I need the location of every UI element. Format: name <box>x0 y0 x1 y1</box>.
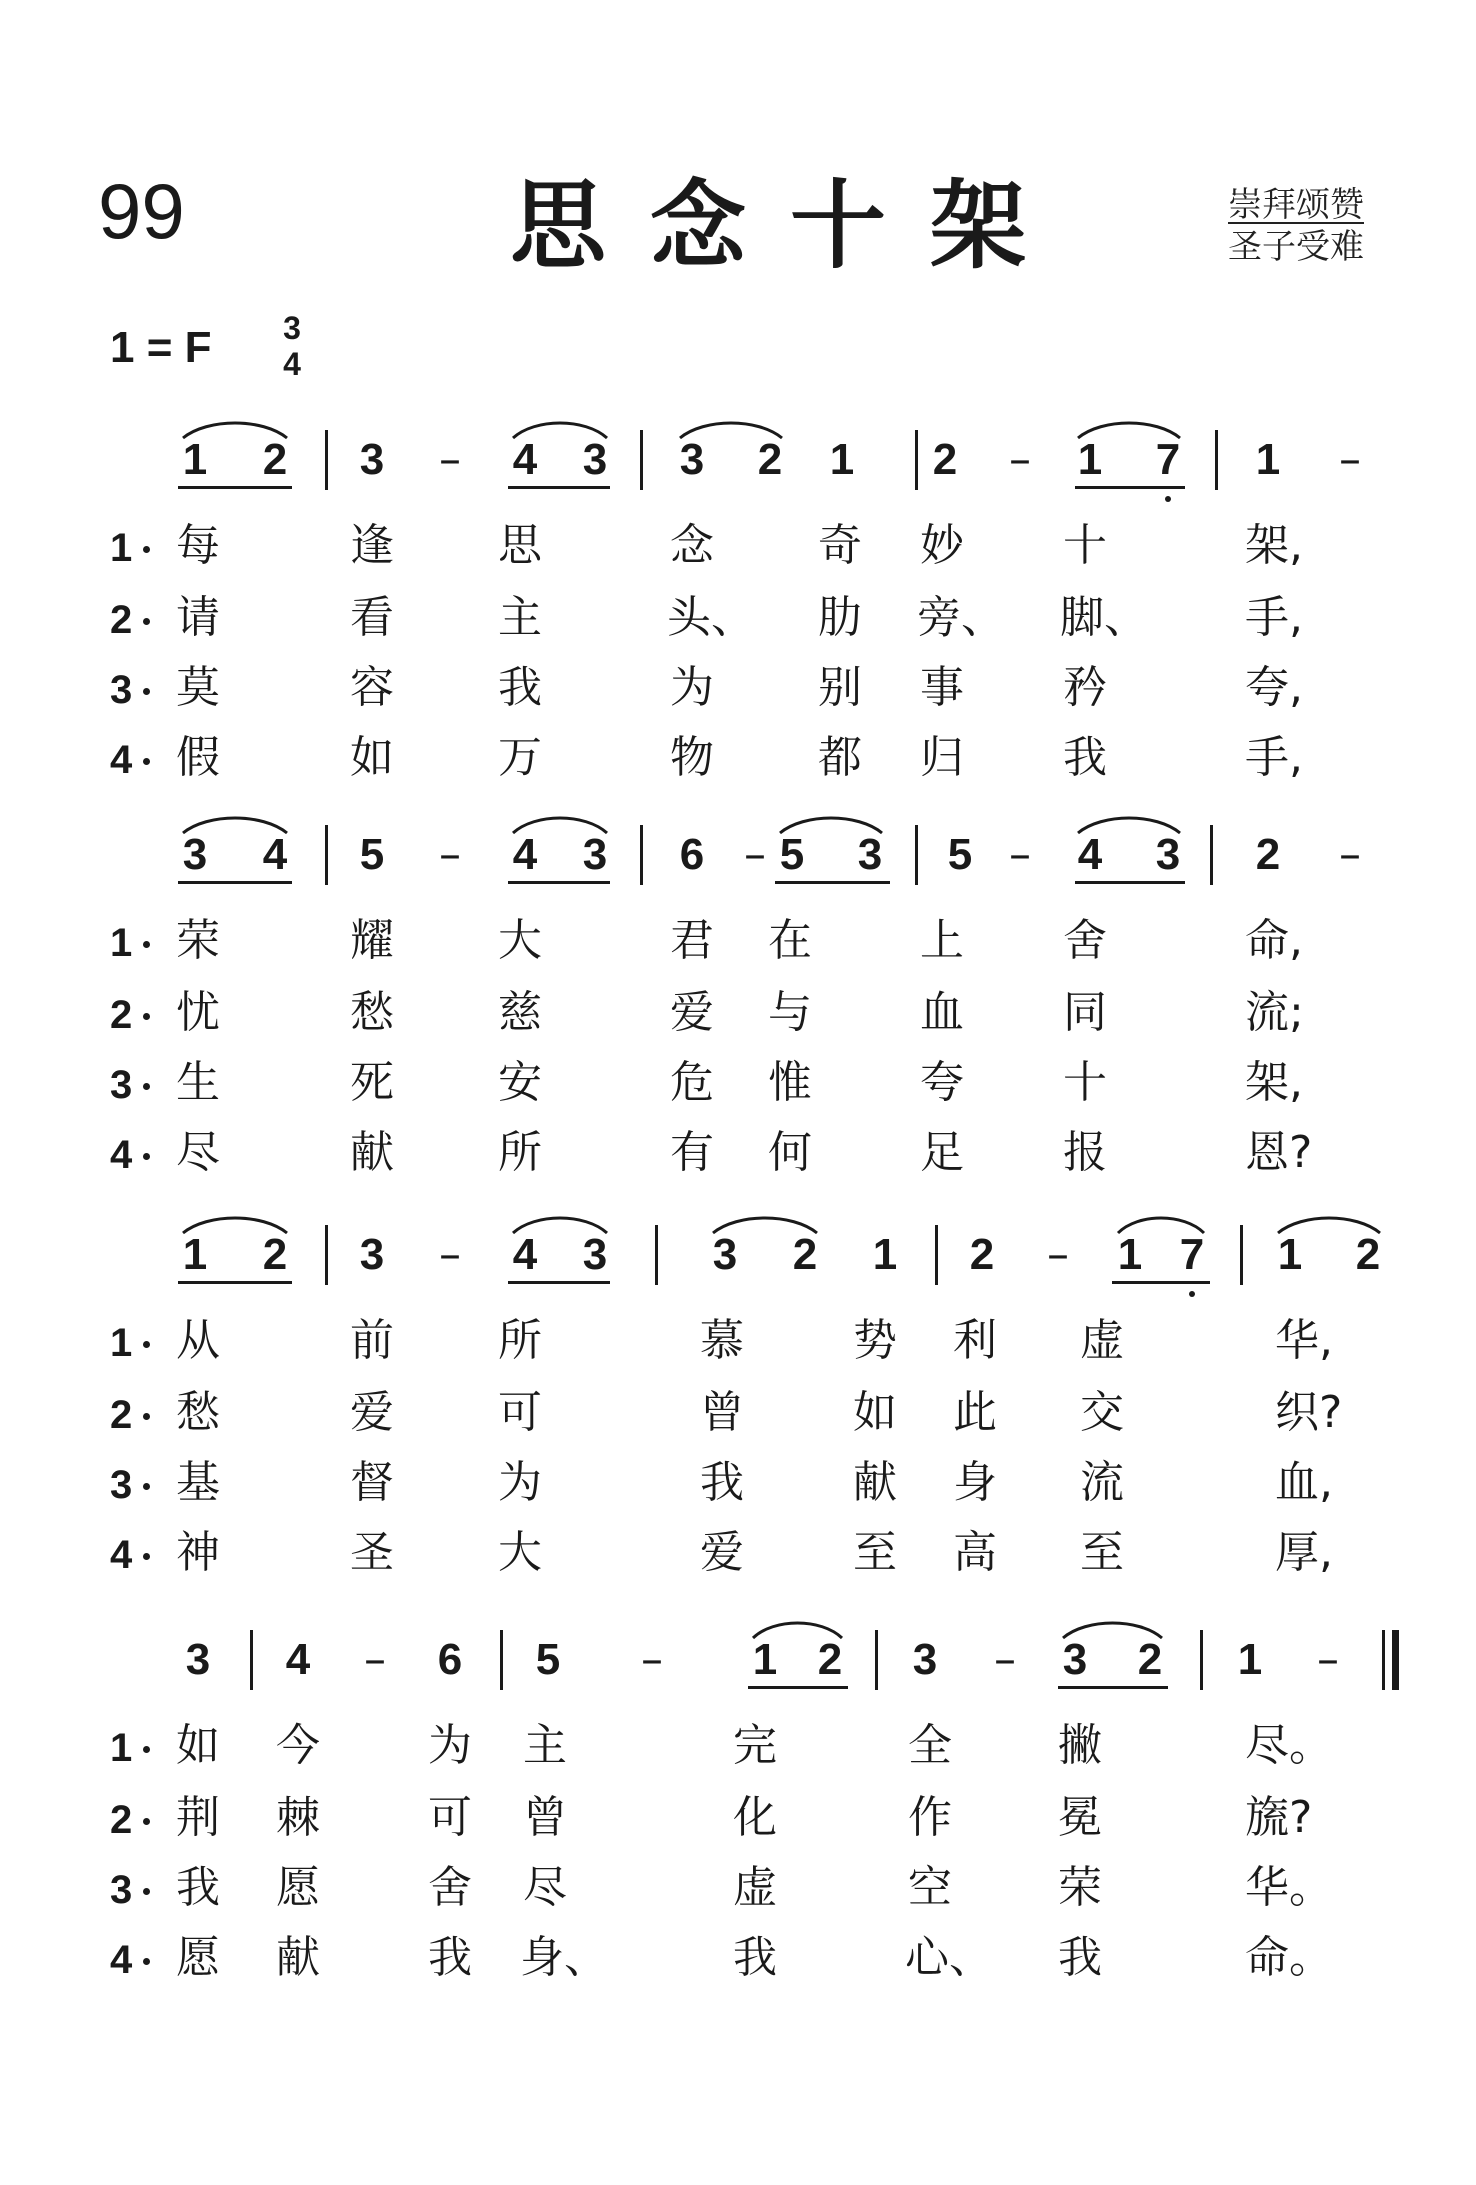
verse-number-dot <box>143 1013 150 1020</box>
barline <box>250 1630 253 1690</box>
note: 2 <box>262 435 288 484</box>
lyric-char: 主 <box>523 1720 567 1771</box>
beat-underline <box>775 881 890 884</box>
lyric-char: 有 <box>670 1127 714 1178</box>
verse-number-dot <box>143 546 150 553</box>
verse-number: 1 <box>110 526 133 570</box>
lyric-char: 化 <box>733 1792 777 1843</box>
lyric-char: 慈 <box>498 987 542 1038</box>
barline <box>500 1630 503 1690</box>
lyric-char: 生 <box>176 1057 220 1108</box>
hymn-category: 崇拜颂赞 <box>1228 185 1364 225</box>
barline <box>1215 430 1218 490</box>
lyric-char: 手, <box>1245 592 1303 643</box>
lyric-char: 头、 <box>667 592 755 643</box>
note: 1 <box>182 1230 208 1279</box>
sustain-dash: – <box>1339 829 1361 880</box>
note: 3 <box>582 435 608 484</box>
lyric-char: 高 <box>953 1527 997 1578</box>
note: 2 <box>932 435 958 484</box>
lyric-char: 夸, <box>1245 662 1303 713</box>
barline <box>1200 1630 1203 1690</box>
lyric-char: 流; <box>1245 987 1304 1038</box>
verse-number: 3 <box>110 668 133 712</box>
verse-number: 1 <box>110 921 133 965</box>
note: 1 <box>1237 1635 1263 1684</box>
lyric-char: 十 <box>1063 1057 1107 1108</box>
lyric-char: 愁 <box>176 1387 220 1438</box>
slur <box>750 1616 845 1640</box>
lyric-char: 作 <box>908 1792 952 1843</box>
barline <box>935 1225 938 1285</box>
note: 2 <box>969 1230 995 1279</box>
note: 4 <box>512 1230 538 1279</box>
barline <box>325 1225 328 1285</box>
lyric-char: 大 <box>498 1527 542 1578</box>
lyric-char: 献 <box>350 1127 394 1178</box>
lyric-char: 为 <box>498 1457 542 1508</box>
lyric-char: 莫 <box>176 662 220 713</box>
lyric-char: 神 <box>176 1527 220 1578</box>
lyric-char: 看 <box>350 592 394 643</box>
hymn-number: 99 <box>98 167 185 255</box>
lyric-char: 物 <box>670 732 714 783</box>
lyric-char: 惟 <box>768 1057 812 1108</box>
lyric-char: 华。 <box>1245 1862 1333 1913</box>
note: 4 <box>262 830 288 879</box>
slur <box>510 1211 610 1235</box>
beat-underline <box>178 486 292 489</box>
lyric-char: 与 <box>768 987 812 1038</box>
beat-underline <box>748 1686 848 1689</box>
note: 4 <box>1077 830 1103 879</box>
verse-number-dot <box>143 1153 150 1160</box>
lyric-char: 尽。 <box>1245 1720 1333 1771</box>
lyric-char: 完 <box>733 1720 777 1771</box>
lyric-char: 全 <box>908 1720 952 1771</box>
note: 3 <box>582 830 608 879</box>
lyric-char: 请 <box>176 592 220 643</box>
verse-number: 4 <box>110 1533 133 1577</box>
note: 6 <box>437 1635 463 1684</box>
lyric-char: 大 <box>498 915 542 966</box>
lyric-char: 脚、 <box>1060 592 1148 643</box>
sustain-dash: – <box>1047 1229 1069 1280</box>
lyric-char: 交 <box>1080 1387 1124 1438</box>
verse-number-dot <box>143 941 150 948</box>
lyric-char: 舍 <box>428 1862 472 1913</box>
beat-underline <box>508 881 610 884</box>
note: 3 <box>359 1230 385 1279</box>
beat-underline <box>1075 881 1185 884</box>
lyric-char: 君 <box>670 915 714 966</box>
barline <box>875 1630 878 1690</box>
slur <box>180 416 290 440</box>
note: 5 <box>535 1635 561 1684</box>
lyric-char: 身 <box>953 1457 997 1508</box>
lyric-char: 从 <box>176 1315 220 1366</box>
lyric-char: 曾 <box>700 1387 744 1438</box>
lyric-char: 厚, <box>1275 1527 1333 1578</box>
lyric-char: 安 <box>498 1057 542 1108</box>
barline <box>640 430 643 490</box>
time-signature <box>276 310 308 382</box>
lyric-char: 我 <box>428 1932 472 1983</box>
lyric-char: 夸 <box>920 1057 964 1108</box>
lyric-char: 爱 <box>350 1387 394 1438</box>
note: 4 <box>512 830 538 879</box>
slur <box>1275 1211 1383 1235</box>
lyric-char: 此 <box>953 1387 997 1438</box>
note: 3 <box>359 435 385 484</box>
lyric-char: 慕 <box>700 1315 744 1366</box>
lyric-char: 愁 <box>350 987 394 1038</box>
beat-underline <box>1058 1686 1168 1689</box>
lyric-char: 虚 <box>1080 1315 1124 1366</box>
lyric-char: 为 <box>428 1720 472 1771</box>
sustain-dash: – <box>364 1634 386 1685</box>
lyric-char: 旒? <box>1245 1792 1313 1843</box>
barline <box>640 825 643 885</box>
lyric-char: 容 <box>350 662 394 713</box>
lyric-char: 我 <box>176 1862 220 1913</box>
lyric-char: 如 <box>350 732 394 783</box>
lyric-char: 万 <box>498 732 542 783</box>
lyric-char: 危 <box>670 1057 714 1108</box>
lyric-char: 命。 <box>1245 1932 1333 1983</box>
lyric-char: 血 <box>920 987 964 1038</box>
lyric-char: 献 <box>853 1457 897 1508</box>
lyric-char: 爱 <box>670 987 714 1038</box>
barline <box>915 825 918 885</box>
lyric-char: 流 <box>1080 1457 1124 1508</box>
lyric-char: 思 <box>498 520 542 571</box>
barline <box>325 825 328 885</box>
lyric-char: 命, <box>1245 915 1303 966</box>
beat-underline <box>1075 486 1185 489</box>
lyric-char: 前 <box>350 1315 394 1366</box>
beat-underline <box>508 1281 610 1284</box>
verse-number: 2 <box>110 1393 133 1437</box>
verse-number-dot <box>143 618 150 625</box>
note: 3 <box>1062 1635 1088 1684</box>
verse-number: 2 <box>110 1798 133 1842</box>
lyric-char: 架, <box>1245 1057 1303 1108</box>
lyric-char: 至 <box>853 1527 897 1578</box>
verse-number: 2 <box>110 993 133 1037</box>
verse-number-dot <box>143 1818 150 1825</box>
note: 6 <box>679 830 705 879</box>
lyric-char: 别 <box>818 662 862 713</box>
lyric-char: 足 <box>920 1127 964 1178</box>
beat-underline <box>508 486 610 489</box>
lyric-char: 圣 <box>350 1527 394 1578</box>
slur <box>510 416 610 440</box>
note: 3 <box>1155 830 1181 879</box>
lyric-char: 在 <box>768 915 812 966</box>
lyric-char: 忧 <box>176 987 220 1038</box>
note: 1 <box>1255 435 1281 484</box>
note: 2 <box>792 1230 818 1279</box>
verse-number-dot <box>143 1083 150 1090</box>
lyric-char: 我 <box>733 1932 777 1983</box>
verse-number: 1 <box>110 1726 133 1770</box>
lyric-char: 事 <box>920 662 964 713</box>
lyric-char: 耀 <box>350 915 394 966</box>
note: 3 <box>712 1230 738 1279</box>
lyric-char: 所 <box>498 1315 542 1366</box>
barline <box>325 430 328 490</box>
sustain-dash: – <box>439 434 461 485</box>
lyric-char: 荆 <box>176 1792 220 1843</box>
verse-number-dot <box>143 758 150 765</box>
verse-number: 3 <box>110 1463 133 1507</box>
lower-octave-dot <box>1189 1291 1195 1297</box>
final-barline-thin <box>1382 1630 1385 1690</box>
barline <box>1240 1225 1243 1285</box>
lyric-char: 死 <box>350 1057 394 1108</box>
note: 2 <box>1137 1635 1163 1684</box>
slur <box>180 1211 290 1235</box>
lyric-char: 尽 <box>176 1127 220 1178</box>
slur <box>710 1211 820 1235</box>
note: 1 <box>1077 435 1103 484</box>
note: 2 <box>262 1230 288 1279</box>
lyric-char: 逢 <box>350 520 394 571</box>
note: 5 <box>779 830 805 879</box>
lyric-char: 都 <box>818 732 862 783</box>
note: 2 <box>757 435 783 484</box>
lyric-char: 今 <box>276 1720 320 1771</box>
lyric-char: 献 <box>276 1932 320 1983</box>
lyric-char: 架, <box>1245 520 1303 571</box>
sustain-dash: – <box>1339 434 1361 485</box>
lyric-char: 我 <box>498 662 542 713</box>
sustain-dash: – <box>744 829 766 880</box>
lyric-char: 假 <box>176 732 220 783</box>
barline <box>655 1225 658 1285</box>
lyric-char: 冕 <box>1058 1792 1102 1843</box>
lyric-char: 我 <box>1063 732 1107 783</box>
verse-number: 4 <box>110 738 133 782</box>
lyric-char: 所 <box>498 1127 542 1178</box>
sustain-dash: – <box>439 1229 461 1280</box>
note: 5 <box>359 830 385 879</box>
slur <box>1075 416 1183 440</box>
verse-number: 4 <box>110 1133 133 1177</box>
verse-number-dot <box>143 1888 150 1895</box>
lyric-char: 我 <box>1058 1932 1102 1983</box>
lyric-char: 督 <box>350 1457 394 1508</box>
verse-number: 1 <box>110 1321 133 1365</box>
verse-number-dot <box>143 1483 150 1490</box>
note: 1 <box>1117 1230 1143 1279</box>
lyric-char: 手, <box>1245 732 1303 783</box>
note: 7 <box>1155 435 1181 484</box>
note: 3 <box>182 830 208 879</box>
sustain-dash: – <box>994 1634 1016 1685</box>
lyric-char: 荣 <box>176 915 220 966</box>
lyric-char: 舍 <box>1063 915 1107 966</box>
lyric-char: 为 <box>670 662 714 713</box>
lyric-char: 恩? <box>1245 1127 1313 1178</box>
note: 1 <box>872 1230 898 1279</box>
barline <box>915 430 918 490</box>
lyric-char: 华, <box>1275 1315 1333 1366</box>
beat-underline <box>1112 1281 1210 1284</box>
lyric-char: 至 <box>1080 1527 1124 1578</box>
note: 1 <box>829 435 855 484</box>
verse-number: 3 <box>110 1063 133 1107</box>
lyric-char: 棘 <box>276 1792 320 1843</box>
note: 3 <box>679 435 705 484</box>
lyric-char: 愿 <box>276 1862 320 1913</box>
lyric-char: 旁、 <box>917 592 1005 643</box>
lower-octave-dot <box>1165 496 1171 502</box>
verse-number-dot <box>143 1341 150 1348</box>
time-signature-top: 3 <box>283 310 301 346</box>
verse-number-dot <box>143 1553 150 1560</box>
lyric-char: 撇 <box>1058 1720 1102 1771</box>
lyric-char: 主 <box>498 592 542 643</box>
note: 1 <box>752 1635 778 1684</box>
lyric-char: 妙 <box>920 520 964 571</box>
lyric-char: 愿 <box>176 1932 220 1983</box>
note: 4 <box>512 435 538 484</box>
lyric-char: 爱 <box>700 1527 744 1578</box>
lyric-char: 十 <box>1063 520 1107 571</box>
slur <box>1060 1616 1165 1640</box>
final-barline-thick <box>1392 1630 1399 1690</box>
note: 4 <box>285 1635 311 1684</box>
lyric-char: 织? <box>1275 1387 1343 1438</box>
lyric-char: 曾 <box>523 1792 567 1843</box>
note: 3 <box>185 1635 211 1684</box>
hymn-subcategory: 圣子受难 <box>1228 227 1364 267</box>
note: 5 <box>947 830 973 879</box>
sustain-dash: – <box>439 829 461 880</box>
lyric-char: 肋 <box>818 592 862 643</box>
lyric-char: 势 <box>853 1315 897 1366</box>
lyric-char: 同 <box>1063 987 1107 1038</box>
lyric-char: 归 <box>920 732 964 783</box>
lyric-char: 我 <box>700 1457 744 1508</box>
lyric-char: 血, <box>1275 1457 1333 1508</box>
lyric-char: 矜 <box>1063 662 1107 713</box>
lyric-char: 荣 <box>1058 1862 1102 1913</box>
lyric-char: 奇 <box>818 520 862 571</box>
hymn-title: 思念十架 <box>510 170 1070 282</box>
lyric-char: 何 <box>768 1127 812 1178</box>
note: 2 <box>1355 1230 1381 1279</box>
lyric-char: 如 <box>176 1720 220 1771</box>
slur <box>777 811 885 835</box>
slur <box>1115 1211 1207 1235</box>
note: 3 <box>582 1230 608 1279</box>
beat-underline <box>178 881 292 884</box>
beat-underline <box>178 1281 292 1284</box>
verse-number: 3 <box>110 1868 133 1912</box>
key-signature: 1 = F <box>110 323 212 372</box>
lyric-char: 报 <box>1063 1127 1107 1178</box>
lyric-char: 虚 <box>733 1862 777 1913</box>
verse-number-dot <box>143 1746 150 1753</box>
sustain-dash: – <box>1317 1634 1339 1685</box>
lyric-char: 空 <box>908 1862 952 1913</box>
barline <box>1210 825 1213 885</box>
note: 3 <box>857 830 883 879</box>
lyric-char: 身、 <box>520 1932 608 1983</box>
lyric-char: 心、 <box>905 1932 993 1983</box>
note: 2 <box>817 1635 843 1684</box>
time-signature-bottom: 4 <box>283 346 301 382</box>
lyric-char: 可 <box>498 1387 542 1438</box>
note: 2 <box>1255 830 1281 879</box>
sustain-dash: – <box>1009 434 1031 485</box>
lyric-char: 上 <box>920 915 964 966</box>
verse-number-dot <box>143 1413 150 1420</box>
lyric-char: 尽 <box>523 1862 567 1913</box>
slur <box>677 416 785 440</box>
lyric-char: 每 <box>176 520 220 571</box>
note: 1 <box>182 435 208 484</box>
note: 3 <box>912 1635 938 1684</box>
lyric-char: 如 <box>853 1387 897 1438</box>
verse-number: 4 <box>110 1938 133 1982</box>
lyric-char: 念 <box>670 520 714 571</box>
lyric-char: 基 <box>176 1457 220 1508</box>
slur <box>1075 811 1183 835</box>
note: 1 <box>1277 1230 1303 1279</box>
verse-number: 2 <box>110 598 133 642</box>
verse-number-dot <box>143 1958 150 1965</box>
sustain-dash: – <box>641 1634 663 1685</box>
slur <box>510 811 610 835</box>
slur <box>180 811 290 835</box>
lyric-char: 利 <box>953 1315 997 1366</box>
sustain-dash: – <box>1009 829 1031 880</box>
lyric-char: 可 <box>428 1792 472 1843</box>
note: 7 <box>1179 1230 1205 1279</box>
verse-number-dot <box>143 688 150 695</box>
